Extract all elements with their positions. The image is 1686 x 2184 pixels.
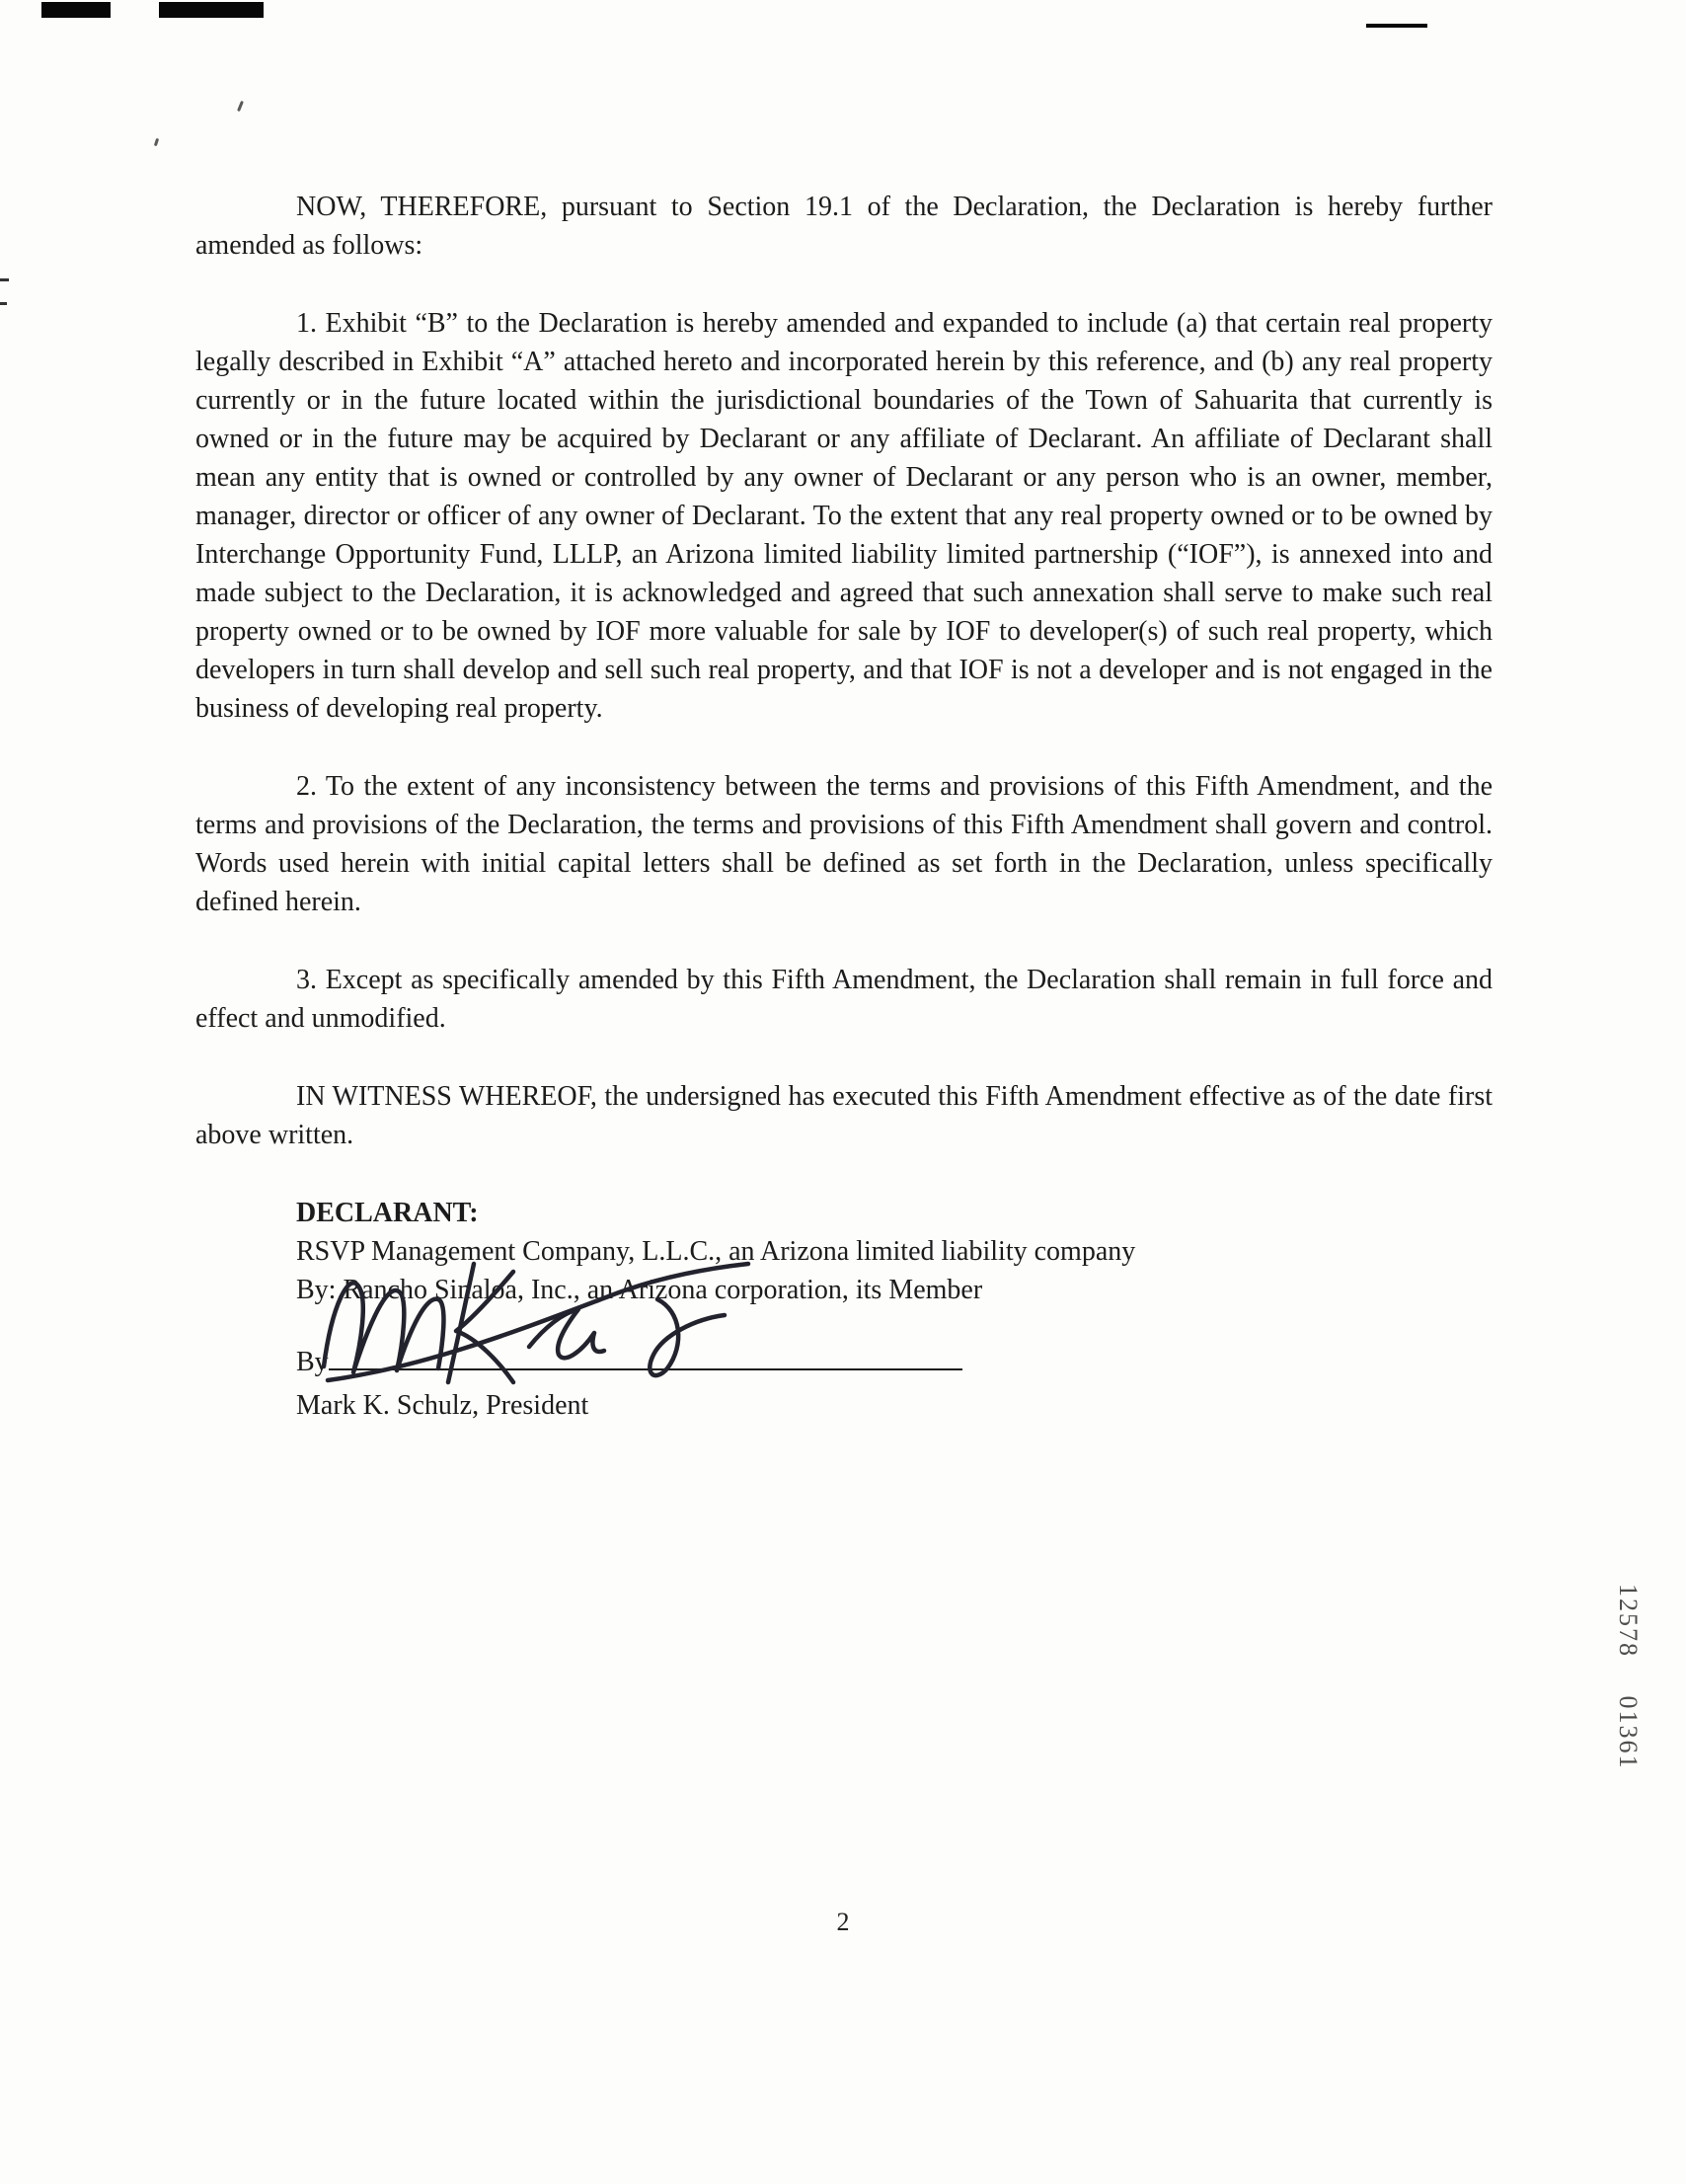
declarant-by-line: By: Rancho Sinaloa, Inc., an Arizona corporation, its Member xyxy=(296,1275,983,1305)
signature-line-row xyxy=(296,1341,1493,1386)
numbered-paragraph-3: 3. Except as specifically amended by this Fifth Amendment, the Declaration shall remain in full force and effect and unmodified. xyxy=(195,965,1493,1034)
intro-paragraph: NOW, THEREFORE, pursuant to Section 19.1 of the Declaration, the Declaration is hereby further amended as follows: xyxy=(195,192,1493,261)
numbered-paragraph-2: 2. To the extent of any inconsistency between the terms and provisions of this Fifth Amendment, and the terms and provisions of the Declaration, the terms and provisions of this Fifth Amendment shall govern and control. Words used herein with initial capital letters shall be defined as set forth in the Declaration, unless specifically defined herein. xyxy=(195,771,1493,917)
signature-block xyxy=(296,1194,1493,1425)
witness-paragraph: IN WITNESS WHEREOF, the undersigned has executed this Fifth Amendment effective as of the date first above written. xyxy=(195,1081,1493,1150)
scan-artifact-dash xyxy=(1366,24,1427,28)
signer-name-title: Mark K. Schulz, President xyxy=(296,1390,589,1421)
by-label: By xyxy=(296,1347,329,1377)
scan-artifact-bar xyxy=(41,2,111,18)
numbered-paragraph-1: 1. Exhibit “B” to the Declaration is hereby amended and expanded to include (a) that certain real property legally described in Exhibit “A” attached hereto and incorporated herein by this reference, and (b) any real property currently or in the future located within the jurisdictional boundaries of the Town of Sahuarita that currently is owned or in the future may be acquired by Declarant or any affiliate of Declarant. An affiliate of Declarant shall mean any entity that is owned or controlled by any owner of Declarant or any person who is an owner, member, manager, director or officer of any owner of Declarant. To the extent that any real property owned or to be owned by Interchange Opportunity Fund, LLLP, an Arizona limited liability limited partnership (“IOF”), is annexed into and made subject to the Declaration, it is acknowledged and agreed that such annexation shall serve to make such real property owned or to be owned by IOF more valuable for sale by IOF to developer(s) of such real property, which developers in turn shall develop and sell such real property, and that IOF is not a developer and is not engaged in the business of developing real property. xyxy=(195,308,1493,724)
scan-artifact-bar xyxy=(159,2,264,18)
scan-speck xyxy=(154,138,159,147)
signature-line xyxy=(329,1341,962,1370)
document-body xyxy=(195,188,1493,1425)
declarant-heading: DECLARANT: xyxy=(296,1198,479,1228)
scan-artifact-edge-mark xyxy=(0,278,9,281)
scan-speck xyxy=(237,101,244,112)
page-number: 2 xyxy=(836,1908,850,1936)
declarant-company-line: RSVP Management Company, L.L.C., an Arizona limited liability company xyxy=(296,1236,1136,1267)
scan-artifact-edge-mark xyxy=(0,302,7,305)
recording-stamp-number: 12578 01361 xyxy=(1614,1584,1643,1770)
